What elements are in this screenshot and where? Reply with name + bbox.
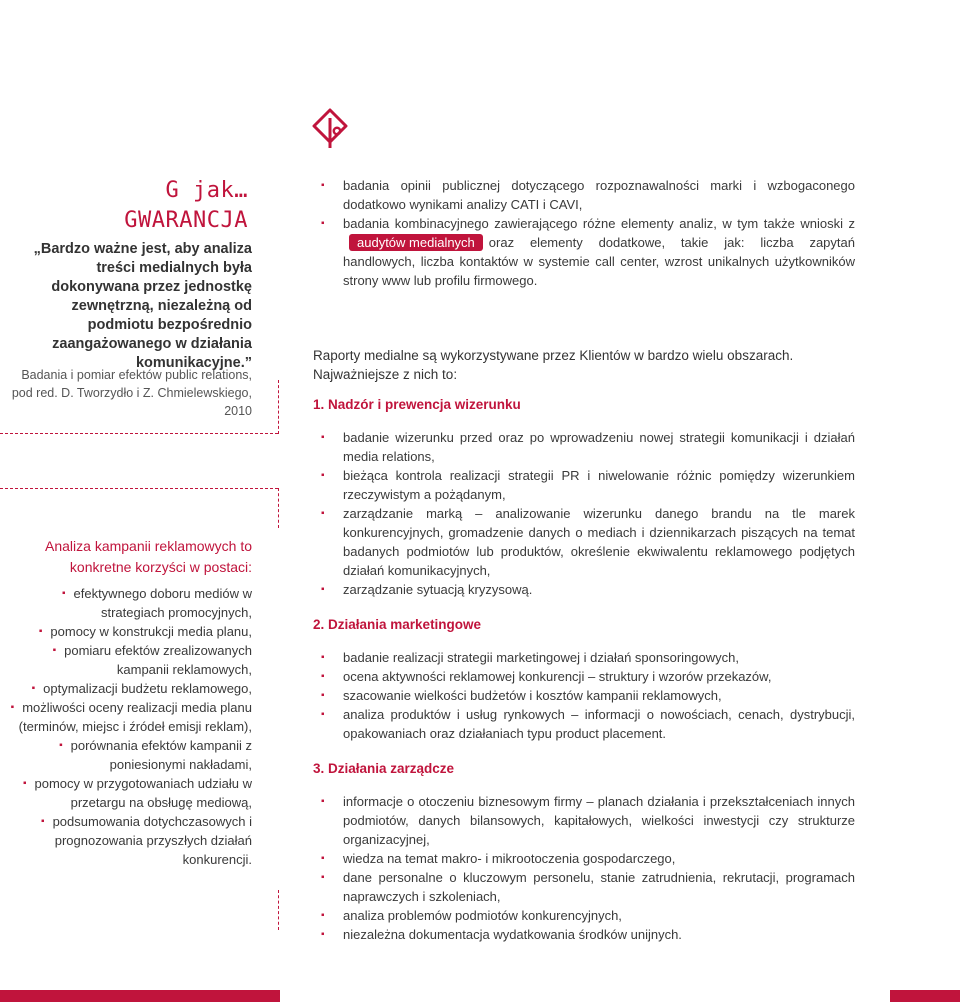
sections [313,395,855,944]
raporty-line-1: Raporty medialne są wykorzystywane przez Klientów w bardzo wielu obszarach. [313,348,794,363]
bullet-icon: ▪ [321,709,325,720]
section-heading [124,176,248,236]
bullet-icon: ▪ [321,671,325,682]
benefit-text: pomocy w przygotowaniach udziału w przetargu na obsługę mediową, [34,776,252,810]
benefit-text: optymalizacji budżetu reklamowego, [43,681,252,696]
list-item-text: ocena aktywności reklamowej konkurencji – struktury i wzorów przekazów, [343,669,772,684]
bullet-icon: ▪ [52,645,57,656]
divider [278,890,279,930]
bullet-icon: ▪ [321,910,325,921]
heading-line-2: GWARANCJA [124,208,248,233]
list-item [313,705,855,743]
list-item [313,648,855,667]
bullet-icon: ▪ [10,702,15,713]
list-item [313,849,855,868]
list-item [313,428,855,466]
benefit-text: pomiaru efektów zrealizowanych kampanii reklamowych, [64,643,252,677]
bullet-icon: ▪ [31,683,36,694]
footer-bar [0,990,280,1002]
benefit-item [2,698,252,736]
section [313,395,855,599]
list-item-text: dane personalne o kluczowym personelu, stanie zatrudnienia, rekrutacji, programach naprawczych i szkoleniach, [343,870,855,904]
bullet-icon: ▪ [41,816,45,827]
benefit-text: efektywnego doboru mediów w strategiach promocyjnych, [73,586,252,620]
benefit-text: porównania efektów kampanii z poniesionymi nakładami, [70,738,252,772]
list-item-text: badania opinii publicznej dotyczącego rozpoznawalności marki i wzbogaconego dodatkowo wynikami analizy CATI i CAVI, [343,178,855,212]
divider [278,380,279,434]
bullet-icon: ▪ [321,853,325,864]
raporty-line-2: Najważniejsze z nich to: [313,367,458,382]
list-item-text: badanie wizerunku przed oraz po wprowadzeniu nowej strategii komunikacji i działań media relations, [343,430,855,464]
benefit-text: możliwości oceny realizacji media planu (terminów, miejsc i źródeł emisji reklam), [18,700,252,734]
intro-block [313,176,855,290]
list-item-text: badania kombinacyjnego zawierającego różne elementy analiz, w tym także wnioski z [343,216,855,231]
section [313,759,855,944]
list-item [313,466,855,504]
list-item: ▪ badania kombinacyjnego zawierającego różne elementy analiz, w tym także wnioski zaudytów medialnych oraz elementy dodatkowe, takie jak: liczba zapytań handlowych, liczba kontaktów w systemie call center, wzrost unikalnych użytkowników strony www lub profilu firmowego. [321,216,855,288]
list-item [313,925,855,944]
list-item-text: wiedza na temat makro- i mikrootoczenia gospodarczego, [343,851,676,866]
divider [0,433,278,435]
divider [0,488,278,489]
list-item-text: bieżąca kontrola realizacji strategii PR i niwelowanie różnic pomiędzy wizerunkiem rzeczywistym a pożądanym, [343,468,855,502]
shield-checkmark-icon [310,108,350,158]
benefit-item [2,641,252,679]
list-item: ▪ badania opinii publicznej dotyczącego rozpoznawalności marki i wzbogaconego dodatkowo wynikami analizy CATI i CAVI, [321,178,855,212]
list-item [313,686,855,705]
bullet-icon: ▪ [321,690,325,701]
quote-source: Badania i pomiar efektów public relations, pod red. D. Tworzydło i Z. Chmielewskiego, 2010 [11,368,252,418]
benefit-text: pomocy w konstrukcji media planu, [50,624,252,639]
benefit-item [2,679,252,698]
divider [278,488,279,528]
section-title: 3. Działania zarządcze [313,761,455,776]
list-item [313,906,855,925]
bullet-icon: ▪ [321,470,325,481]
bullet-icon: ▪ [321,508,325,519]
list-item-text: niezależna dokumentacja wydatkowania środków unijnych. [343,927,682,942]
bullet-icon: ▪ [321,652,325,663]
list-item-text: zarządzanie sytuacją kryzysową. [343,582,533,597]
heading-line-1: G jak… [165,178,248,203]
benefits-list [2,584,252,869]
benefit-item [2,812,252,869]
list-item-text: informacje o otoczeniu biznesowym firmy – planach działania i przekształceniach innych podmiotów, danych bilansowych, kapitałowych, wielkości inwestycji czy strukturze organizacyjnej, [343,794,855,847]
quote: „Bardzo ważne jest, aby analiza treści medialnych była dokonywana przez jednostkę zewnętrzną, niezależną od podmiotu bezpośrednio zaangażowanego w działania komunikacyjne.” [33,241,252,371]
benefit-text: podsumowania dotychczasowych i prognozowania przyszłych działań konkurencji. [52,814,252,867]
bullet-icon: ▪ [59,740,63,751]
highlight-badge: audytów medialnych [349,234,483,251]
list-item-text: zarządzanie marką – analizowanie wizerunku danego brandu na tle marek konkurencyjnych, gromadzenie danych o mediach i dziennikarzach piszących na temat badanych podmiotów lub produktów, określenie ekwiwalentu reklamowego podjętych działań komunikacyjnych, [343,506,855,578]
bullet-icon: ▪ [321,432,325,443]
list-item-text: szacowanie wielkości budżetów i kosztów kampanii reklamowych, [343,688,722,703]
list-item [313,580,855,599]
list-item [313,667,855,686]
list-item-text: badanie realizacji strategii marketingowej i działań sponsoringowych, [343,650,739,665]
bullet-icon: ▪ [321,872,325,883]
bullet-icon: ▪ [321,929,325,940]
section [313,615,855,743]
list-item-text: analiza problemów podmiotów konkurencyjnych, [343,908,622,923]
bullet-icon: ▪ [38,626,43,637]
benefit-item [2,584,252,622]
benefit-item [2,736,252,774]
list-item [313,792,855,849]
list-item-text: analiza produktów i usług rynkowych – informacji o nowościach, cenach, dystrybucji, opakowaniach oraz działaniach typu product placement. [343,707,855,741]
footer-bar [890,990,960,1002]
bullet-icon: ▪ [22,778,27,789]
section-title: 1. Nadzór i prewencja wizerunku [313,397,521,412]
bullet-icon: ▪ [321,796,325,807]
list-item-text: oraz elementy dodatkowe, takie jak: liczba zapytań handlowych, liczba kontaktów w systemie call center, wzrost unikalnych użytkowników strony www lub profilu firmowego. [343,235,855,288]
raporty-intro [313,346,855,384]
section-title: 2. Działania marketingowe [313,617,482,632]
benefit-item [2,622,252,641]
bullet-icon: ▪ [321,584,325,595]
benefit-item [2,774,252,812]
list-item [313,868,855,906]
benefits-title: Analiza kampanii reklamowych to konkretne korzyści w postaci: [45,538,252,575]
bullet-icon: ▪ [61,588,66,599]
list-item [313,504,855,580]
